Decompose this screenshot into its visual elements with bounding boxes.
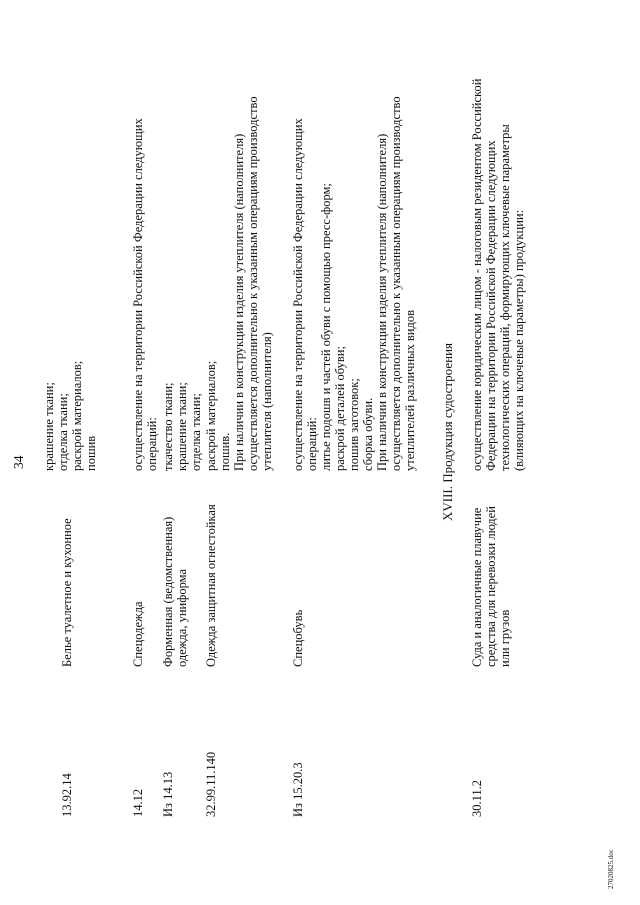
row-name: Белье туалетное и кухонное — [60, 518, 74, 667]
row-requirement: раскрой материалов; — [204, 360, 218, 471]
row-requirement: осуществляется дополнительно к указанным операциям производство — [389, 96, 403, 471]
row-name: или грузов — [498, 609, 512, 667]
row-name: Спецодежда — [131, 601, 145, 667]
row-name: Спецобувь — [291, 609, 305, 667]
row-requirement: пошив. — [218, 432, 232, 471]
row-requirement: сборка обуви. — [361, 397, 375, 471]
row-requirement: операций: — [145, 417, 159, 471]
row-code: Из 15.20.3 — [291, 762, 305, 817]
row-requirement: При наличии в конструкции изделия утеплителя (наполнителя) — [232, 133, 246, 471]
row-requirement: (влияющих на ключевые параметры) продукции: — [512, 209, 526, 471]
row-requirement: осуществление юридическим лицом - налоговым резидентом Российской — [470, 78, 484, 471]
row-name: Суда и аналогичные плавучие — [470, 507, 484, 667]
row-name: Форменная (ведомственная) — [161, 516, 175, 667]
row-code: 30.11.2 — [470, 779, 484, 817]
page-number: 34 — [11, 455, 26, 469]
row-requirement: утеплителей различных видов — [403, 309, 417, 471]
row-requirement: операций: — [305, 417, 319, 471]
row-name: Одежда защитная огнестойкая — [204, 504, 218, 667]
row-code: Из 14.13 — [161, 771, 175, 817]
row-requirement: При наличии в конструкции изделия утеплителя (наполнителя) — [375, 133, 389, 471]
section-heading: XVIII. Продукция судостроения — [440, 342, 455, 521]
row-requirement: пошив — [84, 435, 98, 471]
row-requirement: пошив заготовок; — [347, 378, 361, 471]
row-requirement: раскрой материалов; — [70, 360, 84, 471]
row-code: 14.12 — [131, 788, 145, 817]
row-name: одежда, униформа — [175, 568, 189, 667]
row-requirement: раскрой деталей обуви; — [333, 346, 347, 471]
row-requirement: отделка ткани; — [56, 393, 70, 471]
row-requirement: осуществляется дополнительно к указанным операциям производство — [246, 96, 260, 471]
row-requirement: ткачество ткани; — [161, 382, 175, 471]
row-requirement: отделка ткани; — [189, 393, 203, 471]
row-requirement: осуществление на территории Российской Федерации следующих — [291, 118, 305, 471]
row-name: средства для перевозки людей — [484, 506, 498, 667]
row-requirement: технологических операций, формирующих ключевые параметры — [498, 124, 512, 471]
row-requirement: осуществление на территории Российской Федерации следующих — [131, 118, 145, 471]
row-requirement: утеплителя (наполнителя) — [260, 332, 274, 471]
row-requirement: крашение ткани; — [175, 382, 189, 471]
row-code: 32.99.11.140 — [204, 751, 218, 817]
row-requirement: литье подошв и частей обуви с помощью пресс-форм; — [319, 183, 333, 471]
footer-filename: 27020825.doc — [607, 849, 615, 889]
row-code: 13.92.14 — [60, 773, 74, 817]
row-requirement: Федерации на территории Российской Федерации следующих — [484, 140, 498, 471]
row-requirement: крашение ткани; — [42, 382, 56, 471]
